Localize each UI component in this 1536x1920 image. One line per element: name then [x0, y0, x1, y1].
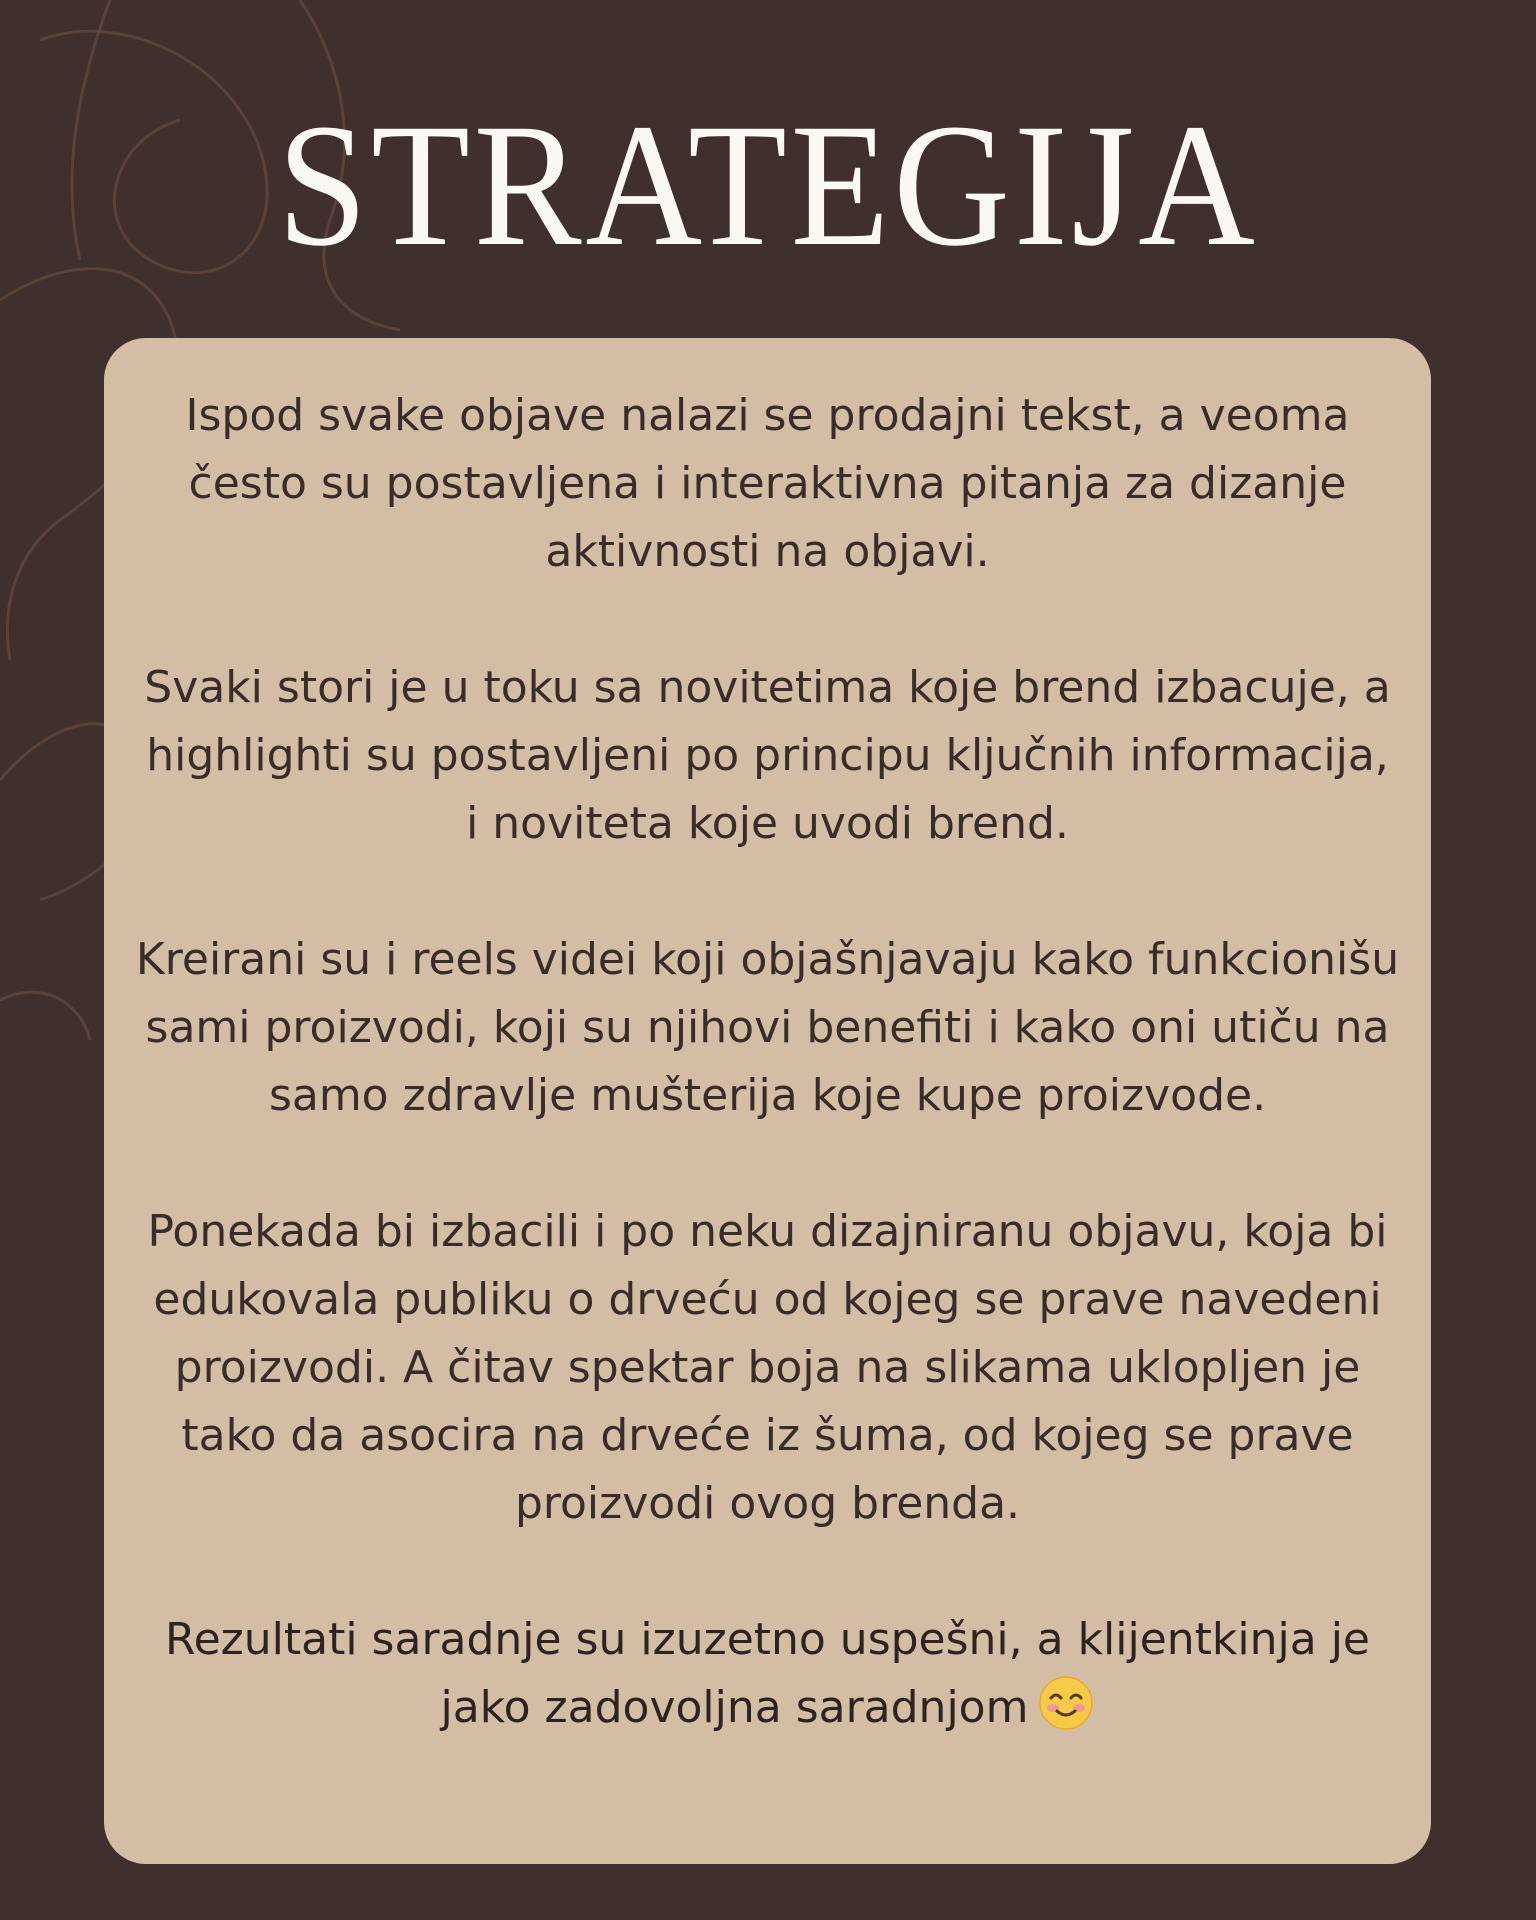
paragraph-results: [134, 1606, 1401, 1742]
results-text: Rezultati saradnje su izuzetno uspešni, a klijentkinja je jako zadovoljna saradnjom: [165, 1614, 1370, 1733]
page-title: STRATEGIJA: [277, 88, 1259, 283]
smiling-face-emoji-icon: [1038, 1675, 1094, 1731]
paragraph-designed-posts: Ponekada bi izbacili i po neku dizajniranu objavu, koja bi edukovala publiku o drveću od kojeg se prave navedeni proizvodi. A čitav spektar boja na slikama uklopljen je tako da asocira na drveće iz šuma, od kojeg se prave proizvodi ovog brenda.: [147, 1206, 1388, 1529]
paragraph-reels: Kreirani su i reels videi koji objašnjavaju kako funkcionišu sami proizvodi, koji su njihovi benefiti i kako oni utiču na samo zdravlje mušterija koje kupe proizvode.: [135, 934, 1400, 1121]
content-card: [104, 338, 1431, 1864]
paragraph-stories: Svaki stori je u toku sa novitetima koje brend izbacuje, a highlighti su postavljeni po principu ključnih informacija, i noviteta koje uvodi brend.: [144, 662, 1391, 849]
paragraph-captions: Ispod svake objave nalazi se prodajni tekst, a veoma često su postavljena i interaktivna pitanja za dizanje aktivnosti na objavi.: [185, 390, 1350, 577]
